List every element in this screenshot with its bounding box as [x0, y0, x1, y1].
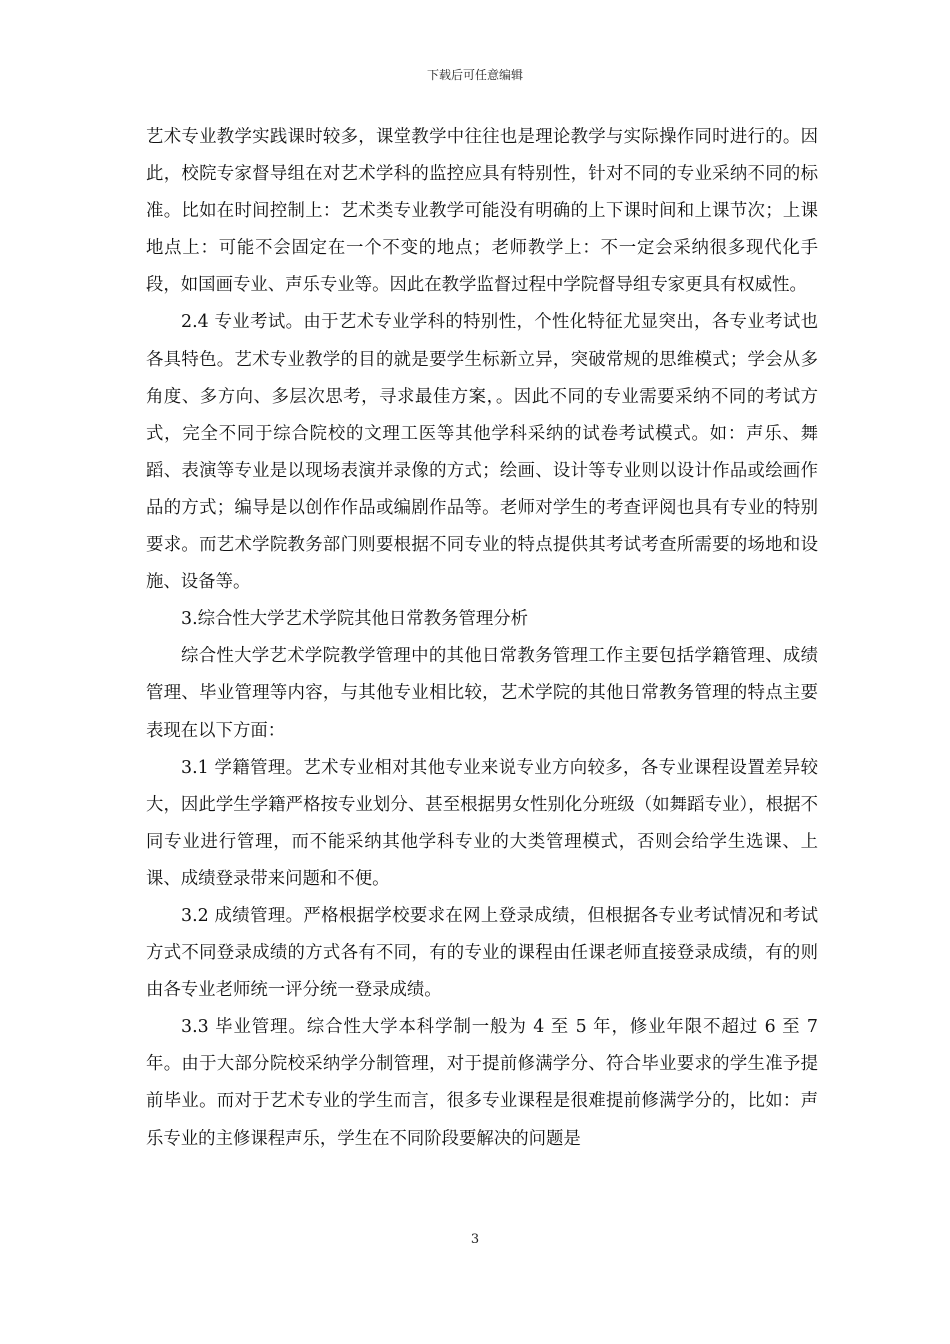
paragraph-teaching-supervision: 艺术专业教学实践课时较多，课堂教学中往往也是理论教学与实际操作同时进行的。因此，校院专家督导组在对艺术学科的监控应具有特别性，针对不同的专业采纳不同的标准。比如在时间控制上：艺术类专业教学可能没有明确的上下课时间和上课节次；上课地点上：可能不会固定在一个不变的地点；老师教学上：不一定会采纳很多现代化手段，如国画专业、声乐专业等。因此在教学监督过程中学院督导组专家更具有权威性。	[146, 127, 818, 296]
paragraph-student-status: 3.1 学籍管理。艺术专业相对其他专业来说专业方向较多，各专业课程设置差异较大，因此学生学籍严格按专业划分、甚至根据男女性别化分班级（如舞蹈专业），根据不同专业进行管理，而不能采纳其他学科专业的大类管理模式，否则会给学生选课、上课、成绩登录带来问题和不便。	[146, 757, 818, 889]
page-header	[0, 67, 950, 83]
document-body	[146, 119, 818, 1158]
header-note: 下载后可任意编辑	[426, 68, 523, 82]
page-number-text: 3	[470, 1232, 480, 1247]
section-heading-other-affairs: 3.综合性大学艺术学院其他日常教务管理分析	[181, 609, 529, 630]
paragraph-grade-management: 3.2 成绩管理。严格根据学校要求在网上登录成绩，但根据各专业考试情况和考试方式不同登录成绩的方式各有不同，有的专业的课程由任课老师直接登录成绩，有的则由各专业老师统一评分统一登录成绩。	[146, 905, 818, 1001]
page-number	[0, 1232, 950, 1248]
paragraph-other-affairs-intro: 综合性大学艺术学院教学管理中的其他日常教务管理工作主要包括学籍管理、成绩管理、毕业管理等内容，与其他专业相比较，艺术学院的其他日常教务管理的特点主要表现在以下方面：	[146, 646, 818, 741]
paragraph-graduation-management: 3.3 毕业管理。综合性大学本科学制一般为 4 至 5 年，修业年限不超过 6 至 7 年。由于大部分院校采纳学分制管理，对于提前修满学分、符合毕业要求的学生准予提前毕业。而对于艺术专业的学生而言，很多专业课程是很难提前修满学分的，比如：声乐专业的主修课程声乐，学生在不同阶段要解决的问题是	[146, 1017, 818, 1149]
paragraph-professional-exams: 2.4 专业考试。由于艺术专业学科的特别性，个性化特征尤显突出，各专业考试也各具特色。艺术专业教学的目的就是要学生标新立异，突破常规的思维模式；学会从多角度、多方向、多层次思考，寻求最佳方案，。因此不同的专业需要采纳不同的考试方式，完全不同于综合院校的文理工医等其他学科采纳的试卷考试模式。如：声乐、舞蹈、表演等专业是以现场表演并录像的方式；绘画、设计等专业则以设计作品或绘画作品的方式；编导是以创作作品或编剧作品等。老师对学生的考查评阅也具有专业的特别要求。而艺术学院教务部门则要根据不同专业的特点提供其考试考查所需要的场地和设施、设备等。	[146, 312, 818, 593]
